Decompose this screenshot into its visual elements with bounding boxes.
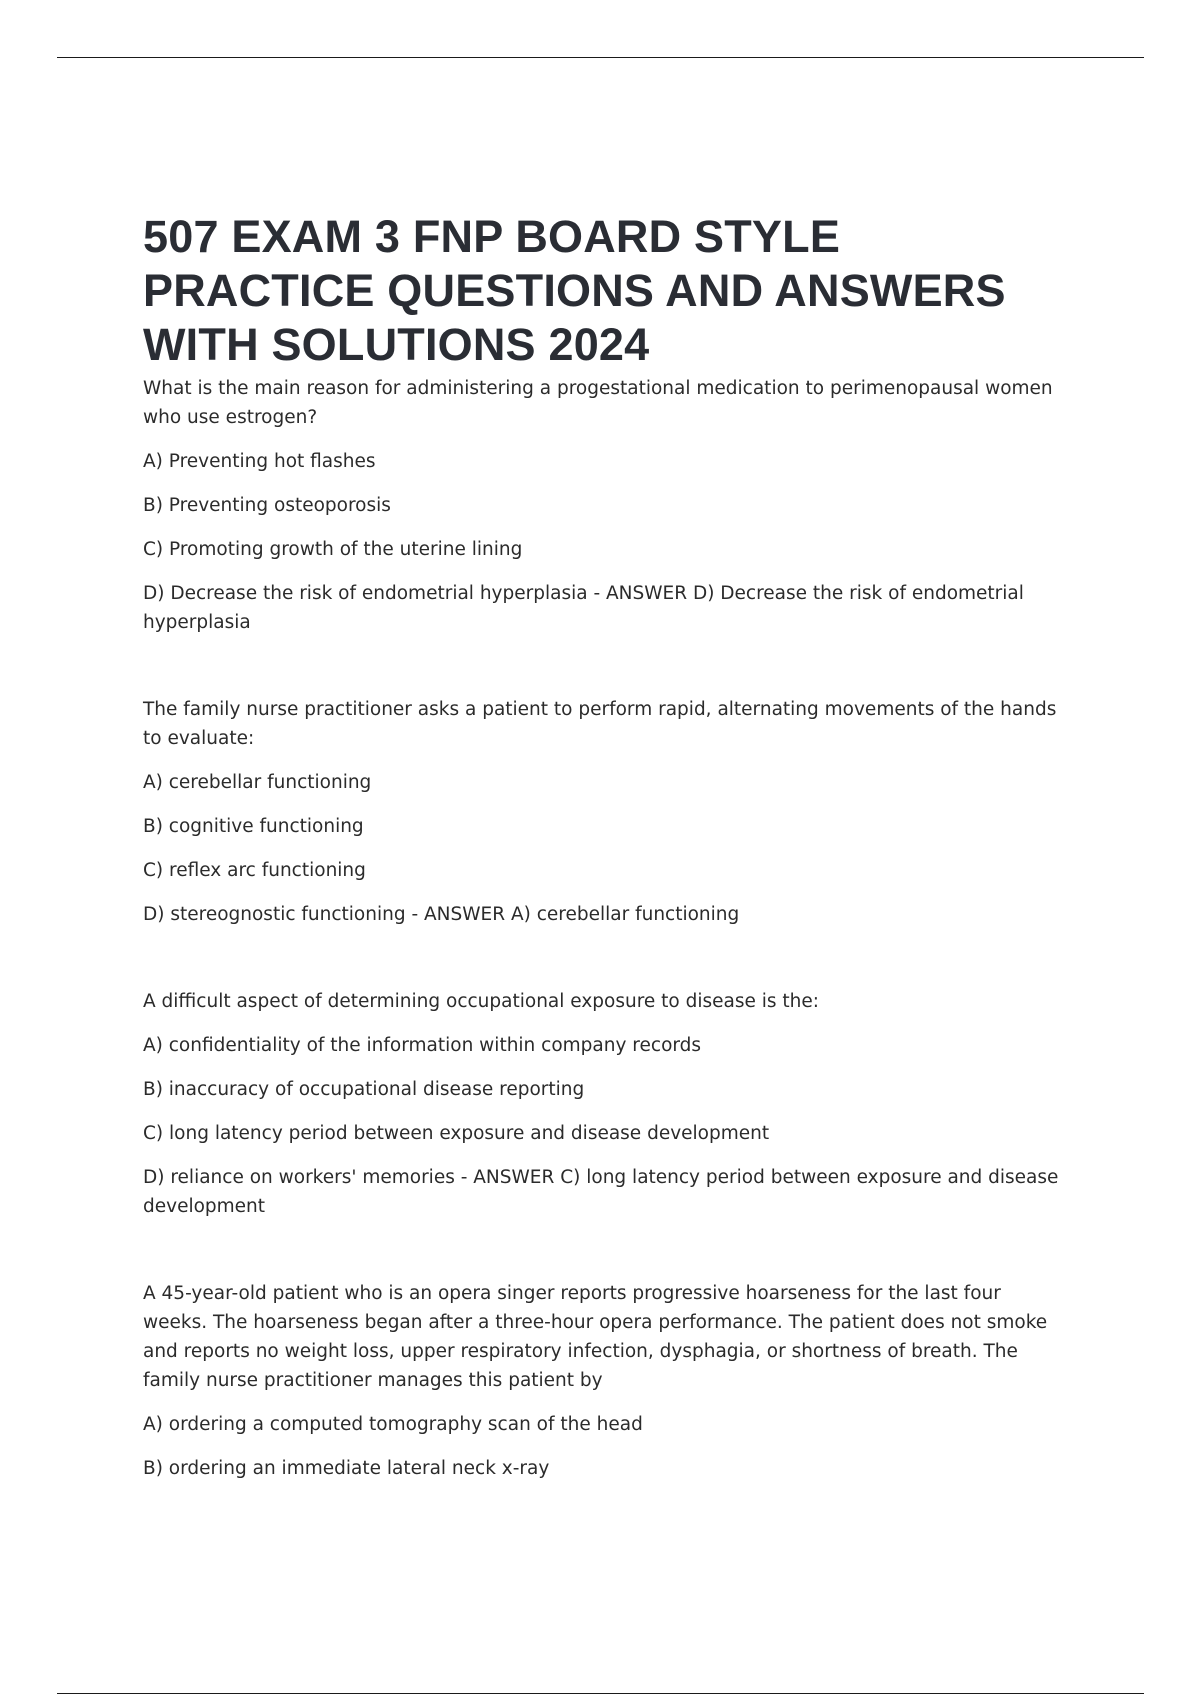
question-text: What is the main reason for administering a progestational medication to perimenopausal women who use estrogen? bbox=[143, 378, 1053, 428]
answer-option: B) inaccuracy of occupational disease reporting bbox=[143, 1079, 585, 1100]
answer-option: C) reflex arc functioning bbox=[143, 860, 366, 881]
answer-option: A) ordering a computed tomography scan of the head bbox=[143, 1414, 643, 1435]
question-text: A difficult aspect of determining occupational exposure to disease is the: bbox=[143, 991, 820, 1012]
question-block bbox=[143, 987, 1063, 1221]
question-block bbox=[143, 374, 1063, 637]
question-block bbox=[143, 695, 1063, 929]
question-text: A 45-year-old patient who is an opera singer reports progressive hoarseness for the last four weeks. The hoarseness began after a three-hour opera performance. The patient does not smoke and reports no weight loss, upper respiratory infection, dysphagia, or shortness of breath. The family nurse practitioner manages this patient by bbox=[143, 1283, 1048, 1391]
document-title: 507 EXAM 3 FNP BOARD STYLE PRACTICE QUESTIONS AND ANSWERS WITH SOLUTIONS 2024 bbox=[143, 211, 1006, 370]
answer-option: A) cerebellar functioning bbox=[143, 772, 372, 793]
question-block bbox=[143, 1279, 1063, 1483]
answer-option: A) Preventing hot flashes bbox=[143, 451, 376, 472]
top-rule bbox=[57, 57, 1144, 58]
answer-option: A) confidentiality of the information within company records bbox=[143, 1035, 702, 1056]
answer-option: B) cognitive functioning bbox=[143, 816, 364, 837]
answer-option: C) long latency period between exposure and disease development bbox=[143, 1123, 770, 1144]
answer-option: D) Decrease the risk of endometrial hyperplasia - ANSWER D) Decrease the risk of endometrial hyperplasia bbox=[143, 583, 1024, 633]
answer-option: B) Preventing osteoporosis bbox=[143, 495, 391, 516]
answer-option: D) stereognostic functioning - ANSWER A) cerebellar functioning bbox=[143, 904, 740, 925]
answer-option: D) reliance on workers' memories - ANSWER C) long latency period between exposure and disease development bbox=[143, 1167, 1059, 1217]
answer-option: C) Promoting growth of the uterine lining bbox=[143, 539, 523, 560]
bottom-rule bbox=[57, 1693, 1144, 1694]
answer-option: B) ordering an immediate lateral neck x-ray bbox=[143, 1458, 550, 1479]
question-text: The family nurse practitioner asks a patient to perform rapid, alternating movements of the hands to evaluate: bbox=[143, 699, 1057, 749]
document-body bbox=[143, 210, 1063, 1483]
